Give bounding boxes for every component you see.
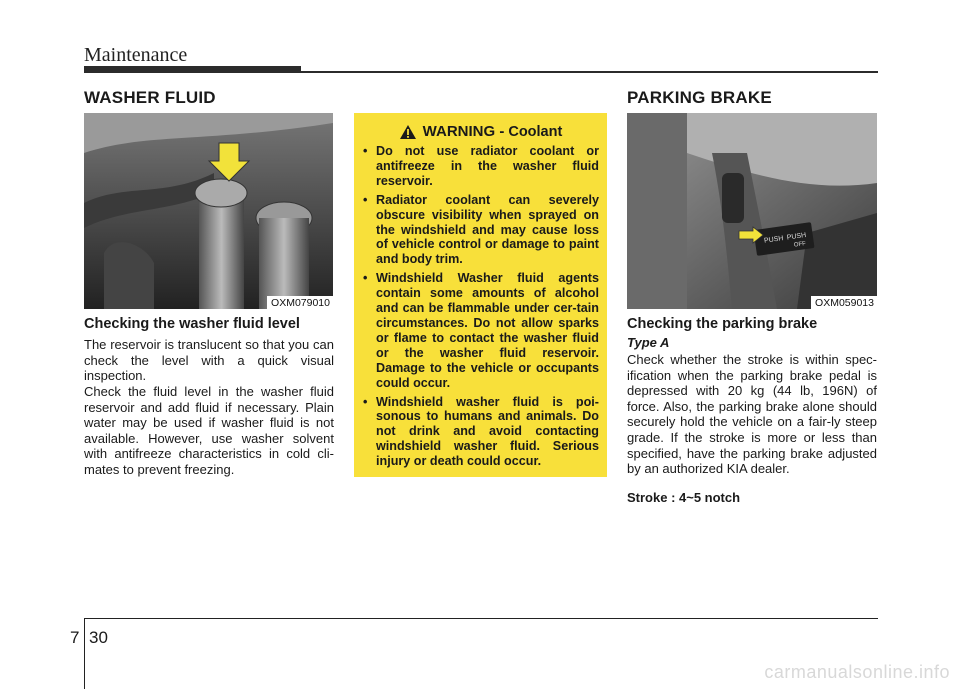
- header-rule-thin: [301, 71, 878, 73]
- warning-item: • Windshield washer fluid is poi-sonous to humans and animals. Do not drink and avoid contacting windshield washer fluid. Serious injury or death could occur.: [363, 394, 599, 469]
- photo-caption-left: OXM079010: [267, 296, 333, 309]
- coolant-warning-box: [354, 113, 607, 477]
- washer-subheading: Checking the washer fluid level: [84, 316, 300, 332]
- warning-topic: Coolant: [508, 123, 563, 140]
- parking-paragraph: Check whether the stroke is within spec-ification when the parking brake pedal is depressed with 20 kg (44 lb, 196N) of force. Also, the parking brake alone should securely hold the vehicle on a fair-ly steep grade. If the stroke is more or less than specified, have the parking brake adjusted by an authorized KIA dealer.: [627, 352, 877, 477]
- parking-brake-photo: [627, 113, 877, 309]
- washer-reservoir-photo: [84, 113, 333, 309]
- parking-brake-heading: PARKING BRAKE: [627, 88, 772, 107]
- warning-item: • Do not use radiator coolant or antifreeze in the washer fluid reservoir.: [363, 144, 599, 188]
- washer-paragraph-1: The reservoir is translucent so that you can check the level with a quick visual inspection.: [84, 337, 334, 384]
- warning-triangle-icon: [399, 124, 417, 140]
- warning-word: WARNING -: [422, 123, 505, 140]
- washer-paragraph-2: Check the fluid level in the washer fluid reservoir and add fluid if necessary. Plain water may be used if washer fluid is not available. However, use washer solvent with antifreeze characteristics in cold cli-mates to prevent freezing.: [84, 384, 334, 477]
- footer-rule-horizontal: [84, 618, 878, 619]
- type-label: Type A: [627, 335, 670, 350]
- engine-bay-illustration: [84, 113, 333, 309]
- warning-title: [362, 123, 599, 140]
- svg-text:PUSH: PUSH: [786, 231, 807, 242]
- photo-caption-right: OXM059013: [811, 296, 877, 309]
- svg-text:PUSH: PUSH: [763, 235, 784, 245]
- svg-text:OFF: OFF: [793, 241, 807, 249]
- warning-list: [362, 144, 599, 469]
- chapter-number: 7: [70, 628, 80, 647]
- footer-rule-vertical: [84, 618, 85, 689]
- parking-brake-illustration: [627, 113, 877, 309]
- washer-fluid-heading: WASHER FLUID: [84, 88, 216, 107]
- watermark-url: carmanualsonline.info: [764, 662, 950, 682]
- warning-item: • Radiator coolant can severely obscure visibility when sprayed on the windshield and may cause loss of vehicle control or damage to paint and body trim.: [363, 192, 599, 267]
- stroke-spec: Stroke : 4~5 notch: [627, 490, 741, 505]
- warning-item: • Windshield Washer fluid agents contain some amounts of alcohol and can be flammable under cer-tain circumstances. Do not allow sparks or flame to contact the washer fluid or the washer fluid reservoir. Damage to the vehicle or occupants could occur.: [363, 271, 599, 390]
- parking-subheading: Checking the parking brake: [627, 316, 818, 332]
- header-rule-thick: [84, 66, 301, 73]
- running-header: Maintenance: [84, 44, 188, 66]
- page-number: 30: [89, 628, 108, 647]
